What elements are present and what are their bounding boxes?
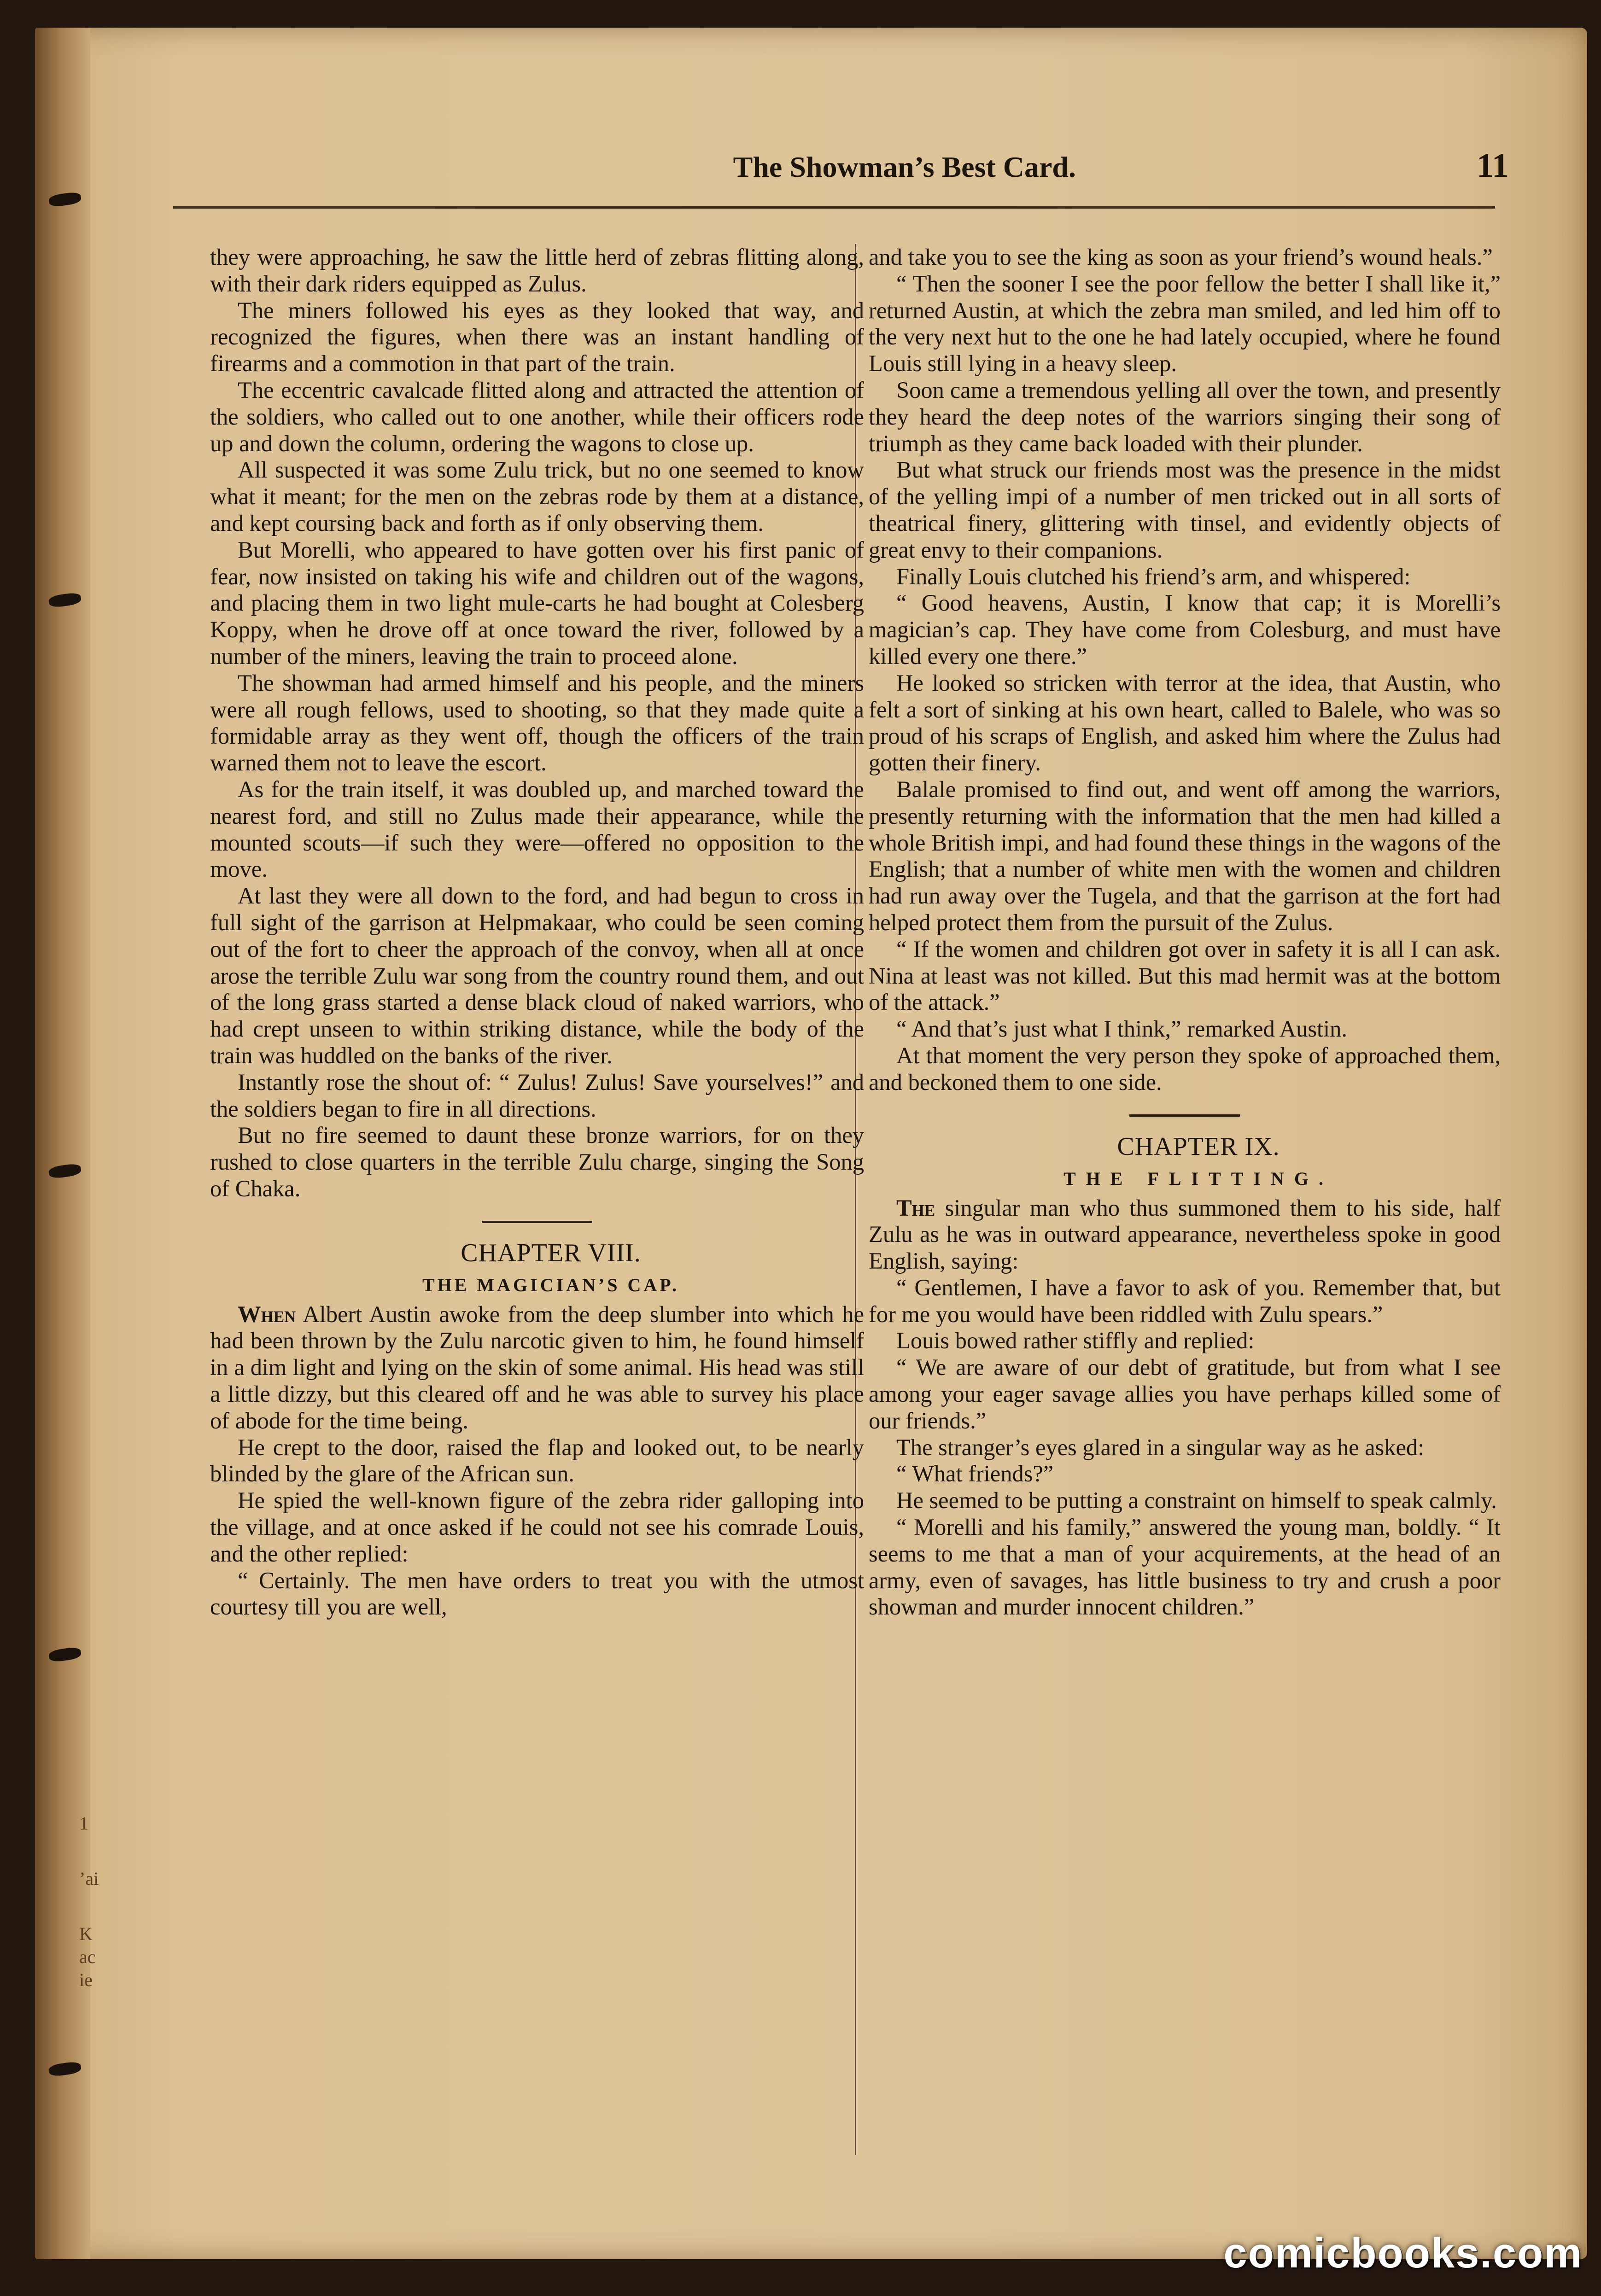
book-page	[35, 28, 1587, 2259]
paragraph: He seemed to be putting a constraint on himself to speak calmly.	[896, 1487, 1497, 1514]
staple-hole	[48, 2061, 82, 2077]
paragraph: and take you to see the king as soon as your friend’s wound heals.”	[869, 244, 1493, 270]
paragraph: But no fire seemed to daunt these bronze warriors, for on they rushed to close quarters in the terrible Zulu charge, singing the Song of Chaka.	[210, 1122, 864, 1201]
paragraph: At last they were all down to the ford, and had begun to cross in full sight of the garrison at Helpmakaar, who could be seen coming out of the fort to cheer the approach of the convoy, when all at once arose the terrible Zulu war song from the country round them, and out of the long grass started a dense black cloud of naked warriors, who had crept unseen to within striking distance, while the body of the train was huddled on the banks of the river.	[210, 883, 864, 1068]
running-title: The Showman’s Best Card.	[733, 151, 1076, 183]
chapter-heading: CHAPTER IX.	[1117, 1132, 1280, 1161]
margin-mark: K	[79, 1923, 93, 1944]
paragraph: As for the train itself, it was doubled up, and marched toward the nearest ford, and still no Zulus made their appearance, while the mounted scouts—if such they were—offered no opposition to the move.	[210, 776, 864, 882]
paragraph: All suspected it was some Zulu trick, but no one seemed to know what it meant; for the men on the zebras rode by them at a distance, and kept coursing back and forth as if only observing them.	[210, 457, 864, 536]
paragraph: But what struck our friends most was the presence in the midst of the yelling impi of a number of men tricked out in all sorts of theatrical finery, glittering with tinsel, and evidently objects of great envy to their companions.	[869, 457, 1501, 563]
paragraph: The stranger’s eyes glared in a singular way as he asked:	[896, 1434, 1425, 1460]
paragraph: they were approaching, he saw the little herd of zebras flitting along, with their dark riders equipped as Zulus.	[210, 244, 864, 297]
staple-hole	[48, 1163, 82, 1179]
lead-word: The	[896, 1195, 935, 1221]
paragraph: “ We are aware of our debt of gratitude, but from what I see among your eager savage allies you have perhaps killed some of our friends.”	[869, 1354, 1501, 1434]
paragraph: At that moment the very person they spoke of approached them, and beckoned them to one side.	[869, 1042, 1501, 1095]
paragraph: “ What friends?”	[896, 1461, 1054, 1487]
chapter-subtitle: THE FLITTING.	[1063, 1168, 1334, 1189]
margin-mark: ac	[79, 1946, 96, 1967]
page-number: 11	[1477, 147, 1509, 185]
lead-word: When	[238, 1301, 296, 1327]
header-rule	[173, 206, 1495, 209]
chapter-rule	[1129, 1114, 1240, 1117]
paragraph: “ Then the sooner I see the poor fellow the better I shall like it,” returned Austin, at which the zebra man smiled, and led him off to the very next hut to the one he had lately occupied, where he found Louis still lying in a heavy sleep.	[869, 270, 1501, 377]
paragraph: The miners followed his eyes as they looked that way, and recognized the figures, when there was an instant handling of firearms and a commotion in that part of the train.	[210, 297, 864, 377]
paragraph: He crept to the door, raised the flap and looked out, to be nearly blinded by the glare of the African sun.	[210, 1434, 864, 1487]
site-watermark: comicbooks.com	[1223, 2230, 1583, 2277]
staple-hole	[48, 592, 82, 608]
paragraph: Balale promised to find out, and went off among the warriors, presently returning with the information that the men had killed a whole British impi, and had found these things in the wagons of the English; that a number of white men with the women and children had run away over the Tugela, and that the garrison at the fort had helped protect them from the pursuit of the Zulus.	[869, 776, 1501, 935]
paragraph: “ Good heavens, Austin, I know that cap; it is Morelli’s magician’s cap. They have come from Colesburg, and must have killed every one there.”	[869, 590, 1501, 669]
margin-mark: ’ai	[79, 1868, 99, 1889]
paragraph-text: singular man who thus summoned them to his side, half Zulu as he was in outward appearance, nevertheless spoke in good English, saying:	[869, 1195, 1501, 1274]
margin-mark: ie	[79, 1970, 93, 1990]
left-column	[210, 244, 864, 2169]
paragraph: “ If the women and children got over in safety it is all I can ask. Nina at least was not killed. But this mad hermit was at the bottom of the attack.”	[869, 936, 1501, 1015]
chapter-opening-paragraph	[869, 1195, 1501, 1275]
paragraph-text: Albert Austin awoke from the deep slumber into which he had been thrown by the Zulu narcotic given to him, he found himself in a dim light and lying on the skin of some animal. His head was still a little dizzy, but this cleared off and he was able to survey his place of abode for the time being.	[210, 1301, 864, 1434]
paragraph: Instantly rose the shout of: “ Zulus! Zulus! Save yourselves!” and the soldiers began to fire in all directions.	[210, 1069, 864, 1122]
paragraph: Louis bowed rather stiffly and replied:	[896, 1328, 1255, 1354]
paragraph: “ Morelli and his family,” answered the young man, boldly. “ It seems to me that a man of your acquirements, at the head of an army, even of savages, has little business to try and crush a poor showman and murder innocent children.”	[869, 1514, 1501, 1620]
paragraph: “ Gentlemen, I have a favor to ask of you. Remember that, but for me you would have been riddled with Zulu spears.”	[869, 1274, 1501, 1327]
chapter-opening-paragraph	[210, 1301, 864, 1434]
chapter-rule	[482, 1221, 592, 1223]
paragraph: “ Certainly. The men have orders to treat you with the utmost courtesy till you are well,	[210, 1567, 864, 1620]
right-column	[869, 244, 1501, 2169]
paragraph: Finally Louis clutched his friend’s arm, and whispered:	[896, 563, 1411, 589]
staple-hole	[48, 1646, 82, 1662]
paragraph: He spied the well-known figure of the zebra rider galloping into the village, and at once asked if he could not see his comrade Louis, and the other replied:	[210, 1487, 864, 1567]
paragraph: “ And that’s just what I think,” remarked Austin.	[896, 1016, 1347, 1042]
paragraph: He looked so stricken with terror at the idea, that Austin, who felt a sort of sinking at his own heart, called to Balele, who was so proud of his scraps of English, and asked him where the Zulus had gotten their finery.	[869, 670, 1501, 776]
running-header	[35, 146, 1509, 197]
paragraph: The eccentric cavalcade flitted along and attracted the attention of the soldiers, who called out to one another, while their officers rode up and down the column, ordering the wagons to close up.	[210, 377, 864, 456]
chapter-heading: CHAPTER VIII.	[461, 1238, 641, 1267]
paragraph: But Morelli, who appeared to have gotten over his first panic of fear, now insisted on taking his wife and children out of the wagons, and placing them in two light mule-carts he had bought at Colesberg Koppy, when he drove off at once toward the river, followed by a number of the miners, leaving the train to proceed alone.	[210, 536, 864, 669]
chapter-subtitle: THE MAGICIAN’S CAP.	[422, 1274, 680, 1295]
margin-mark: 1	[79, 1813, 88, 1834]
paragraph: Soon came a tremendous yelling all over the town, and presently they heard the deep notes of the warriors singing their song of triumph as they came back loaded with their plunder.	[869, 377, 1501, 456]
paragraph: The showman had armed himself and his people, and the miners were all rough fellows, used to shooting, so that they made quite a formidable array as they went off, though the officers of the train warned them not to leave the escort.	[210, 670, 864, 776]
